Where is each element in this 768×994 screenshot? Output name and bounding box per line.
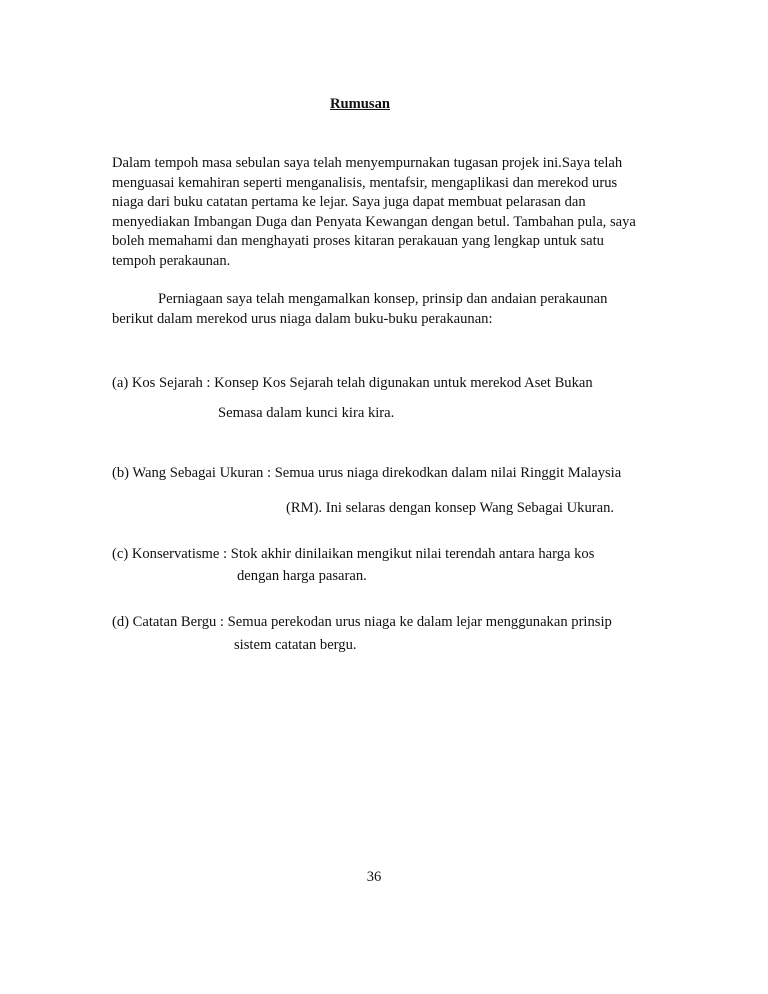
- item-d-line-1: (d) Catatan Bergu : Semua perekodan urus niaga ke dalam lejar menggunakan prinsip: [112, 614, 612, 630]
- item-c-line-1: (c) Konservatisme : Stok akhir dinilaikan mengikut nilai terendah antara harga kos: [112, 546, 595, 562]
- item-a-line-2: Semasa dalam kunci kira kira.: [218, 405, 395, 421]
- item-b-line-1: (b) Wang Sebagai Ukuran : Semua urus niaga direkodkan dalam nilai Ringgit Malaysia: [112, 465, 622, 481]
- paragraph-line: tempoh perakaunan.: [112, 252, 231, 269]
- item-c-line-2: dengan harga pasaran.: [237, 568, 367, 584]
- item-b-line-2: (RM). Ini selaras dengan konsep Wang Sebagai Ukuran.: [286, 500, 615, 516]
- paragraph-line: Perniagaan saya telah mengamalkan konsep, prinsip dan andaian perakaunan: [158, 291, 608, 307]
- paragraph-line: boleh memahami dan menghayati proses kitaran perakauan yang lengkap untuk satu: [112, 233, 604, 250]
- item-d-line-2: sistem catatan bergu.: [234, 637, 357, 653]
- item-a-line-1: (a) Kos Sejarah : Konsep Kos Sejarah telah digunakan untuk merekod Aset Bukan: [112, 375, 593, 391]
- concepts-intro-paragraph: [112, 290, 652, 329]
- summary-paragraph: [112, 154, 652, 272]
- page-number: 36: [366, 869, 382, 885]
- paragraph-line: menguasai kemahiran seperti menganalisis, mentafsir, mengaplikasi dan merekod urus: [112, 174, 618, 191]
- page-title: Rumusan: [329, 96, 391, 112]
- paragraph-line: menyediakan Imbangan Duga dan Penyata Kewangan dengan betul. Tambahan pula, saya: [112, 213, 636, 230]
- paragraph-line: niaga dari buku catatan pertama ke lejar. Saya juga dapat membuat pelarasan dan: [112, 194, 586, 211]
- paragraph-line: berikut dalam merekod urus niaga dalam buku-buku perakaunan:: [112, 310, 493, 327]
- paragraph-line: Dalam tempoh masa sebulan saya telah menyempurnakan tugasan projek ini.Saya telah: [112, 155, 623, 171]
